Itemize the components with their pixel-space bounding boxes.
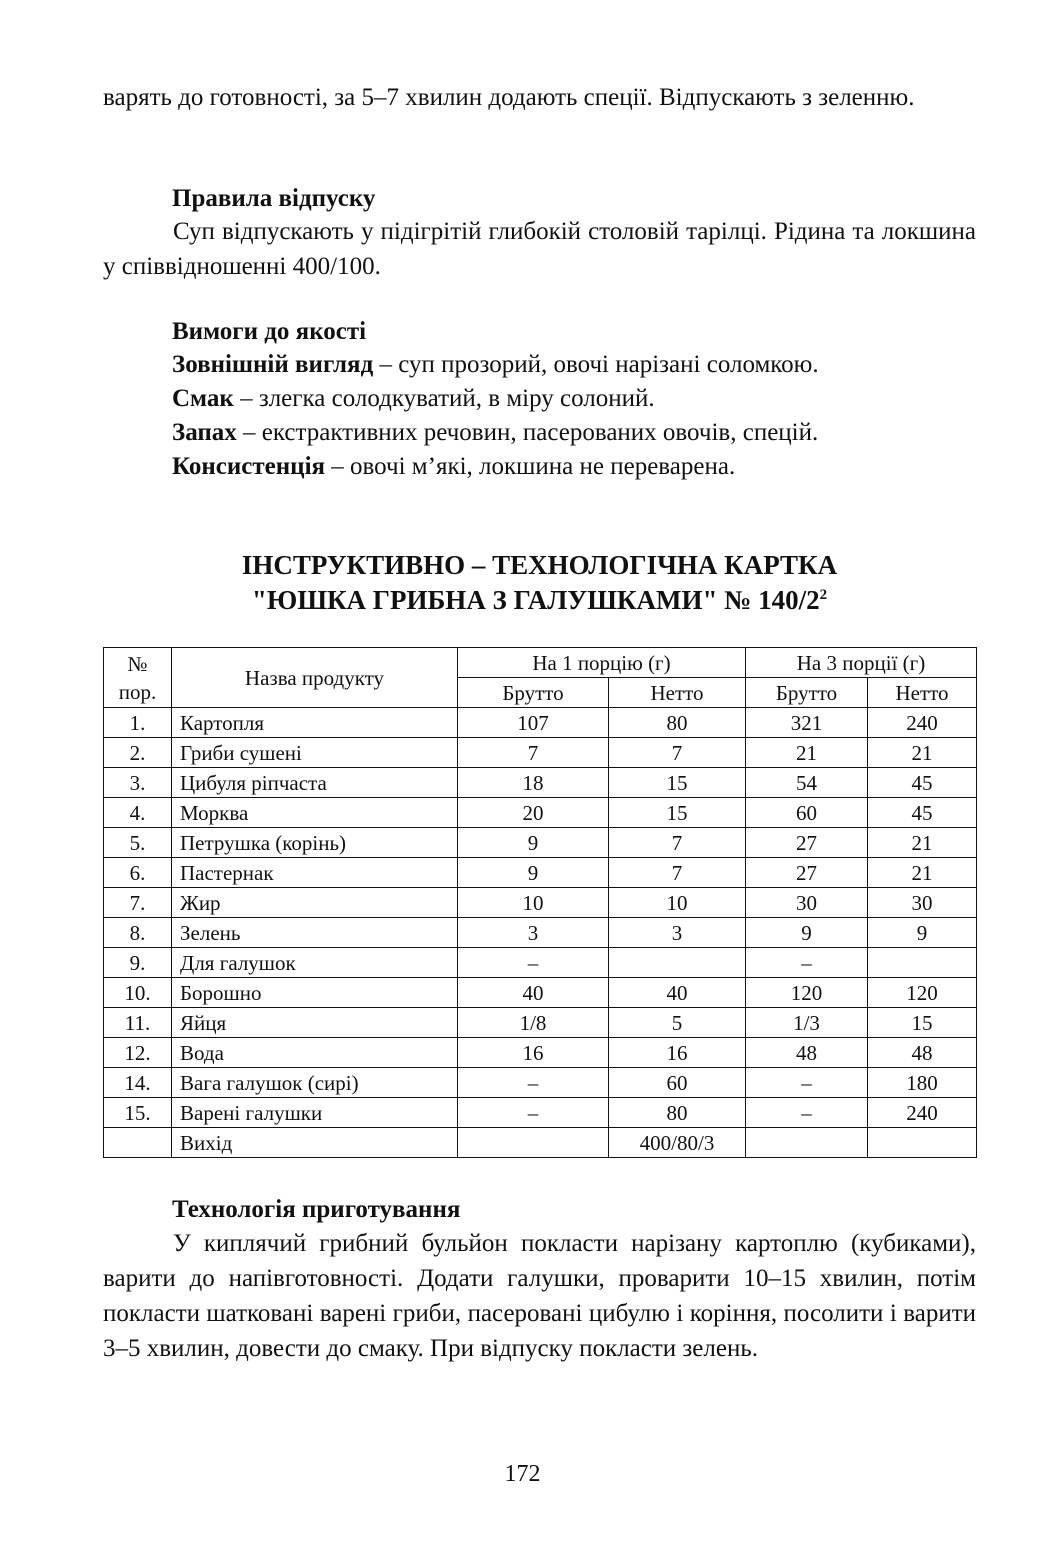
quantity-cell: 7: [609, 828, 746, 858]
header-brutto: Брутто: [458, 678, 609, 708]
quality-term: Зовнішній вигляд: [172, 351, 374, 378]
quantity-cell: 21: [868, 738, 977, 768]
product-name-cell: Вага галушок (сирі): [172, 1068, 458, 1098]
quantity-cell: 21: [746, 738, 868, 768]
quantity-cell: 9: [746, 918, 868, 948]
quantity-cell: 21: [868, 858, 977, 888]
row-number-cell: 3.: [104, 768, 172, 798]
quantity-cell: 15: [609, 768, 746, 798]
table-row: [104, 738, 977, 768]
table-body: [104, 708, 977, 1158]
quantity-cell: –: [746, 948, 868, 978]
quality-term: Консистенція: [172, 453, 326, 480]
product-name-cell: Вода: [172, 1038, 458, 1068]
quantity-cell: 10: [609, 888, 746, 918]
page-number: 172: [504, 1461, 541, 1487]
row-number-cell: 15.: [104, 1098, 172, 1128]
quantity-cell: 48: [868, 1038, 977, 1068]
card-title-line1: ІНСТРУКТИВНО – ТЕХНОЛОГІЧНА КАРТКА: [241, 550, 838, 580]
quantity-cell: 18: [458, 768, 609, 798]
quantity-cell: 7: [609, 738, 746, 768]
header-per1: На 1 порцію (г): [458, 648, 746, 678]
row-number-cell: 2.: [104, 738, 172, 768]
quantity-cell: 5: [609, 1008, 746, 1038]
quantity-cell: 27: [746, 828, 868, 858]
quantity-cell: 321: [746, 708, 868, 738]
quantity-cell: –: [746, 1098, 868, 1128]
quantity-cell: 48: [746, 1038, 868, 1068]
quantity-cell: 27: [746, 858, 868, 888]
table-row: [104, 828, 977, 858]
quantity-cell: 3: [609, 918, 746, 948]
serving-paragraph: Суп відпускають у підігрітій глибокій столовій тарілці. Рідина та локшина у співвідношенні 400/100.: [103, 218, 976, 280]
recipe-card-table: [103, 647, 977, 1158]
product-name-cell: Борошно: [172, 978, 458, 1008]
card-title-superscript: 2: [819, 587, 828, 603]
table-row: [104, 918, 977, 948]
quantity-cell: [868, 1128, 977, 1158]
quantity-cell: 60: [746, 798, 868, 828]
quantity-cell: 400/80/3: [609, 1128, 746, 1158]
quantity-cell: 7: [458, 738, 609, 768]
product-name-cell: Пастернак: [172, 858, 458, 888]
quantity-cell: 20: [458, 798, 609, 828]
quantity-cell: –: [746, 1068, 868, 1098]
technology-paragraph: У киплячий грибний бульйон покласти нарізану картоплю (кубиками), варити до напівготовності. Додати галушки, проварити 10–15 хвилин, потім покласти шатковані варені гриби, пасеровані цибулю і коріння, посолити і варити 3–5 хвилин, довести до смаку. При відпуску покласти зелень.: [103, 1230, 976, 1362]
quantity-cell: 54: [746, 768, 868, 798]
row-number-cell: 4.: [104, 798, 172, 828]
quantity-cell: 40: [609, 978, 746, 1008]
quantity-cell: [609, 948, 746, 978]
product-name-cell: Варені галушки: [172, 1098, 458, 1128]
row-number-cell: 11.: [104, 1008, 172, 1038]
row-number-cell: 6.: [104, 858, 172, 888]
quantity-cell: 80: [609, 1098, 746, 1128]
quality-taste: [172, 381, 655, 416]
product-name-cell: Для галушок: [172, 948, 458, 978]
quantity-cell: 240: [868, 1098, 977, 1128]
card-title-text: "ЮШКА ГРИБНА З ГАЛУШКАМИ" № 140/2: [251, 585, 820, 615]
quantity-cell: 16: [609, 1038, 746, 1068]
row-number-cell: 9.: [104, 948, 172, 978]
product-name-cell: Жир: [172, 888, 458, 918]
quantity-cell: 9: [458, 858, 609, 888]
quantity-cell: 15: [868, 1008, 977, 1038]
quality-consistency: [172, 449, 735, 484]
intro-paragraph: варять до готовності, за 5–7 хвилин додають спеції. Відпускають з зеленню.: [103, 84, 915, 111]
header-netto: Нетто: [868, 678, 977, 708]
quality-smell: [172, 415, 818, 450]
quantity-cell: –: [458, 1068, 609, 1098]
table-row: [104, 858, 977, 888]
quality-text: – суп прозорий, овочі нарізані соломкою.: [373, 351, 819, 378]
quantity-cell: 120: [746, 978, 868, 1008]
product-name-cell: Вихід: [172, 1128, 458, 1158]
quality-text: – злегка солодкуватий, в міру солоний.: [233, 385, 655, 412]
quantity-cell: [746, 1128, 868, 1158]
quantity-cell: –: [458, 948, 609, 978]
quality-term: Запах: [172, 419, 237, 446]
quality-text: – екстрактивних речовин, пасерованих овочів, спецій.: [236, 419, 819, 446]
table-row: [104, 1008, 977, 1038]
quality-heading: Вимоги до якості: [172, 318, 367, 345]
header-num: № пор.: [104, 648, 172, 708]
quantity-cell: –: [458, 1098, 609, 1128]
row-number-cell: 5.: [104, 828, 172, 858]
quantity-cell: 9: [458, 828, 609, 858]
header-brutto: Брутто: [746, 678, 868, 708]
table-row: [104, 768, 977, 798]
product-name-cell: Петрушка (корінь): [172, 828, 458, 858]
quality-appearance: [172, 347, 819, 382]
table-header-row: [104, 648, 977, 678]
table-row: [104, 978, 977, 1008]
product-name-cell: Яйця: [172, 1008, 458, 1038]
table-row: [104, 888, 977, 918]
quantity-cell: 1/8: [458, 1008, 609, 1038]
technology-heading: Технологія приготування: [172, 1196, 461, 1223]
product-name-cell: Картопля: [172, 708, 458, 738]
quantity-cell: 107: [458, 708, 609, 738]
row-number-cell: 7.: [104, 888, 172, 918]
quantity-cell: 15: [609, 798, 746, 828]
table-row: [104, 1128, 977, 1158]
table-row: [104, 1098, 977, 1128]
row-number-cell: [104, 1128, 172, 1158]
quantity-cell: 30: [868, 888, 977, 918]
quantity-cell: 3: [458, 918, 609, 948]
quality-term: Смак: [172, 385, 234, 412]
quantity-cell: 30: [746, 888, 868, 918]
row-number-cell: 8.: [104, 918, 172, 948]
quantity-cell: 40: [458, 978, 609, 1008]
table-row: [104, 798, 977, 828]
row-number-cell: 10.: [104, 978, 172, 1008]
quantity-cell: 45: [868, 798, 977, 828]
table-row: [104, 1068, 977, 1098]
row-number-cell: 12.: [104, 1038, 172, 1068]
quantity-cell: 180: [868, 1068, 977, 1098]
quality-text: – овочі м’які, локшина не переварена.: [325, 453, 736, 480]
quantity-cell: 240: [868, 708, 977, 738]
quantity-cell: 45: [868, 768, 977, 798]
quantity-cell: [458, 1128, 609, 1158]
row-number-cell: 1.: [104, 708, 172, 738]
quantity-cell: 80: [609, 708, 746, 738]
quantity-cell: 16: [458, 1038, 609, 1068]
product-name-cell: Зелень: [172, 918, 458, 948]
header-netto: Нетто: [609, 678, 746, 708]
serving-heading: Правила відпуску: [172, 185, 376, 212]
quantity-cell: 21: [868, 828, 977, 858]
quantity-cell: 60: [609, 1068, 746, 1098]
quantity-cell: [868, 948, 977, 978]
quantity-cell: 10: [458, 888, 609, 918]
quantity-cell: 1/3: [746, 1008, 868, 1038]
table-row: [104, 1038, 977, 1068]
product-name-cell: Гриби сушені: [172, 738, 458, 768]
product-name-cell: Цибуля ріпчаста: [172, 768, 458, 798]
quantity-cell: 120: [868, 978, 977, 1008]
card-title-line2: [103, 583, 976, 618]
header-product: Назва продукту: [172, 648, 458, 708]
row-number-cell: 14.: [104, 1068, 172, 1098]
table-row: [104, 948, 977, 978]
table-row: [104, 708, 977, 738]
quantity-cell: 9: [868, 918, 977, 948]
header-per3: На 3 порції (г): [746, 648, 977, 678]
product-name-cell: Морква: [172, 798, 458, 828]
quantity-cell: 7: [609, 858, 746, 888]
